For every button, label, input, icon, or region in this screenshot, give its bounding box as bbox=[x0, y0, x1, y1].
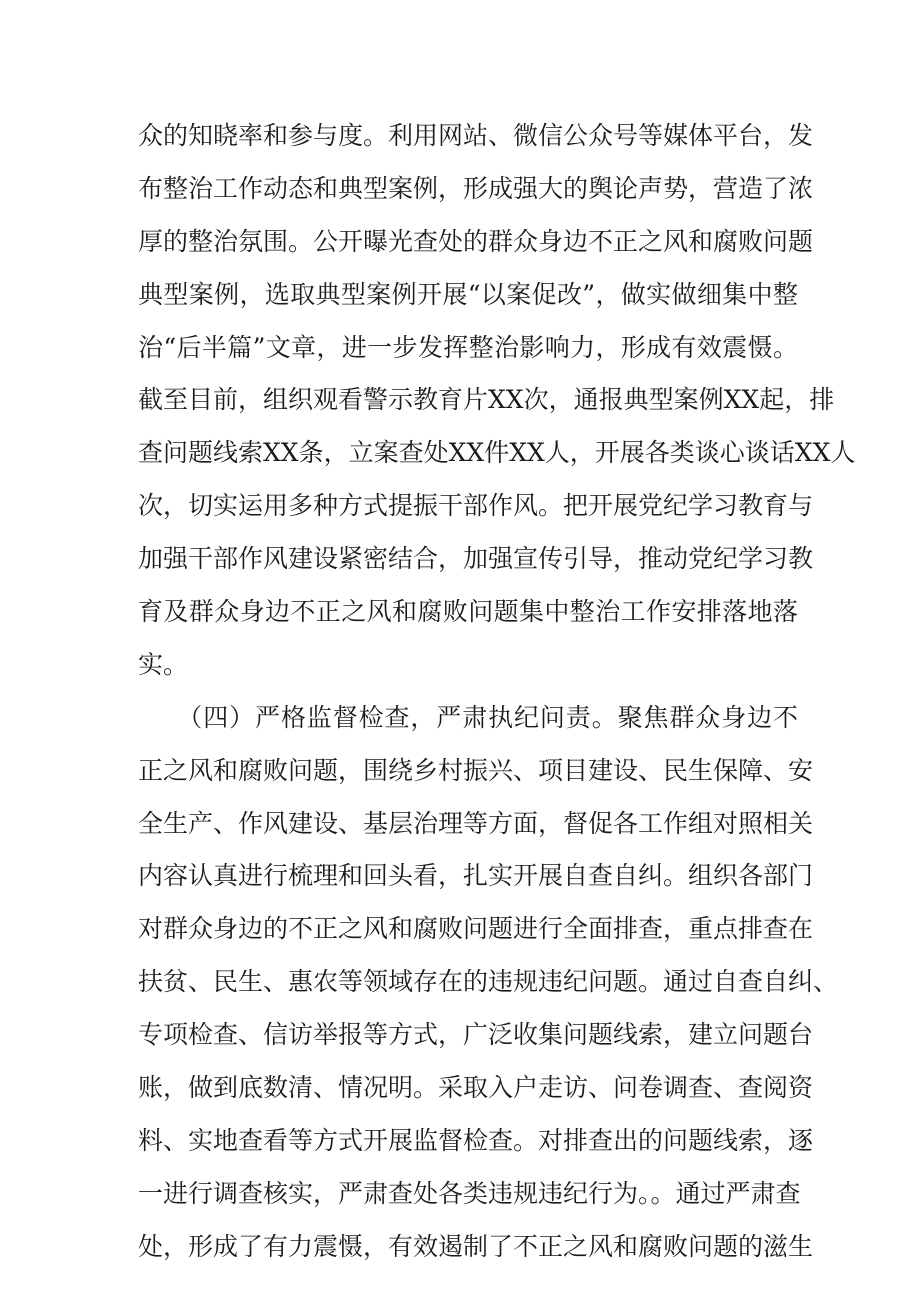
text-line: 截至目前，组织观看警示教育片XX次，通报典型案例XX起，排 bbox=[138, 385, 835, 415]
text-line: 对群众身边的不正之风和腐败问题进行全面排查，重点排查在 bbox=[138, 914, 814, 944]
text-line: 内容认真进行梳理和回头看，扎实开展自查自纠。组织各部门 bbox=[138, 861, 814, 891]
text-line: 次，切实运用多种方式提振干部作风。把开展党纪学习教育与 bbox=[138, 491, 814, 521]
text-line: 加强干部作风建设紧密结合，加强宣传引导，推动党纪学习教 bbox=[138, 544, 814, 574]
text-line: 扶贫、民生、惠农等领域存在的违规违纪问题。通过自查自纠、 bbox=[138, 967, 839, 997]
text-line: 查问题线索XX条，立案查处XX件XX人，开展各类谈心谈话XX人 bbox=[138, 438, 856, 468]
text-line: 治“后半篇”文章，进一步发挥整治影响力，形成有效震慑。 bbox=[138, 332, 798, 362]
section-heading-line: （四）严格监督检查，严肃执纪问责。聚焦群众身边不 bbox=[138, 702, 798, 732]
text-line: 正之风和腐败问题，围绕乡村振兴、项目建设、民生保障、安 bbox=[138, 755, 814, 785]
text-line: 专项检查、信访举报等方式，广泛收集问题线索，建立问题台 bbox=[138, 1020, 814, 1050]
text-line: 一进行调查核实，严肃查处各类违规违纪行为。。通过严肃查 bbox=[138, 1178, 801, 1208]
text-line: 全生产、作风建设、基层治理等方面，督促各工作组对照相关 bbox=[138, 808, 814, 838]
text-line: 布整治工作动态和典型案例，形成强大的舆论声势，营造了浓 bbox=[138, 173, 814, 203]
text-line: 厚的整治氛围。公开曝光查处的群众身边不正之风和腐败问题 bbox=[138, 226, 814, 256]
text-line: 处，形成了有力震慑，有效遏制了不正之风和腐败问题的滋生 bbox=[138, 1231, 814, 1261]
paragraph-end-line: 实。 bbox=[138, 649, 189, 679]
text-line: 典型案例，选取典型案例开展“以案促改”，做实做细集中整 bbox=[138, 279, 798, 309]
text-line: 众的知晓率和参与度。利用网站、微信公众号等媒体平台，发 bbox=[138, 121, 814, 150]
text-line: 账，做到底数清、情况明。采取入户走访、问卷调查、查阅资 bbox=[138, 1073, 814, 1103]
text-line: 育及群众身边不正之风和腐败问题集中整治工作安排落地落 bbox=[138, 597, 798, 627]
document-body-text bbox=[138, 110, 856, 1274]
text-line: 料、实地查看等方式开展监督检查。对排查出的问题线索，逐 bbox=[138, 1125, 814, 1155]
